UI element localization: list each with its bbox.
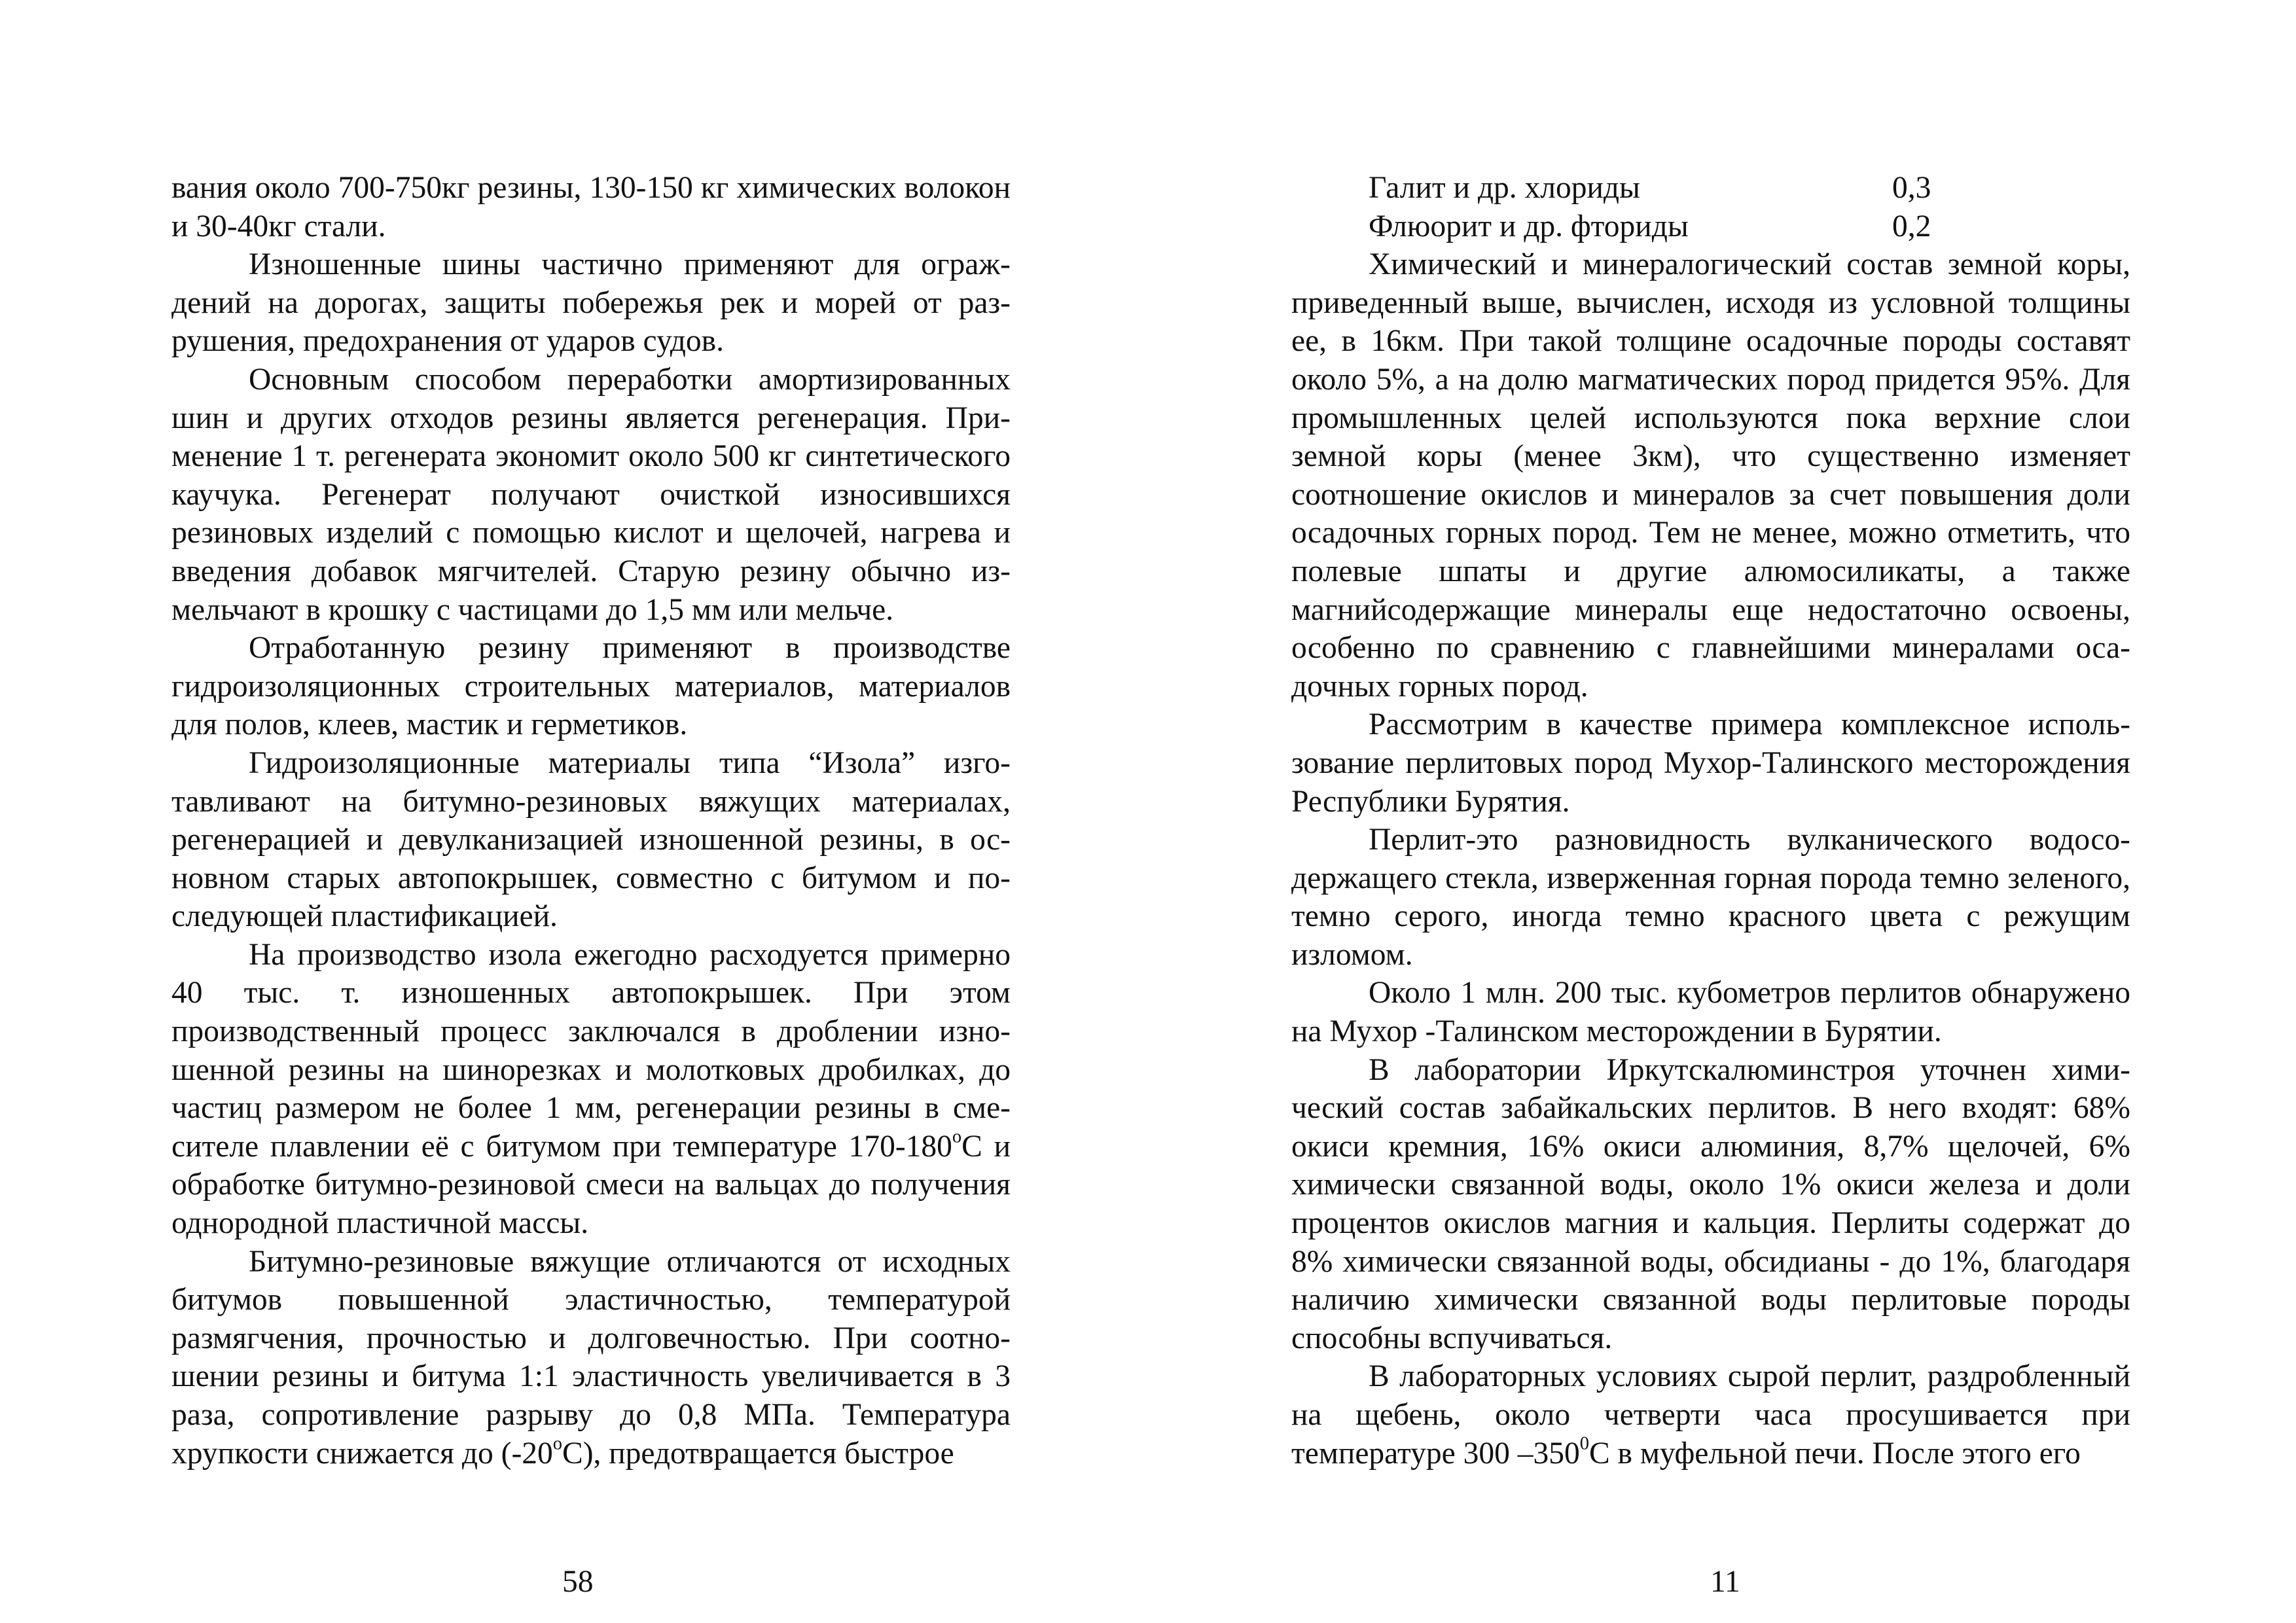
left-paragraph-5: Гидроизоляционные материалы типа “Изола” изготавливают на битумно-резиновых вяжущих материалах, регенерацией и девулканизацией изношенной резины, в основном старых автопокрышек, совместно с битумом и последующей пластификацией. [171, 745, 1011, 934]
left-paragraph-7-cont: С), предотвращается быстрое [562, 1436, 954, 1471]
mineral-name: Флюорит и др. фториды [1369, 209, 1689, 243]
mineral-name: Галит и др. хлориды [1369, 171, 1640, 205]
right-paragraph-6-text: В лабораторных условиях сырой перлит, раздробленный на щебень, около четверти часа просушивается при температуре 300 –350 [1291, 1359, 2130, 1471]
mineral-row [1291, 207, 2130, 246]
page-number-right: 11 [1710, 1565, 1740, 1599]
page-number-left: 58 [562, 1565, 594, 1599]
left-paragraph-7-text: Битумно-резиновые вяжущие отличаются от исходных битумов повышенной эластичностью, температурой размягчения, прочностью и долговечностью. При соотношении резины и битума 1:1 эластичность увеличивается в 3 раза, сопротивление разрыву до 0,8 МПа. Температура хрупкости снижается до (-20 [171, 1244, 1011, 1471]
left-paragraph-4: Отработанную резину применяют в производстве гидроизоляционных строительных материалов, материалов для полов, клеев, мастик и герметиков. [171, 631, 1011, 742]
mineral-value: 0,3 [1892, 171, 1931, 205]
degree-sup-2: o [552, 1433, 563, 1454]
left-paragraph-6 [171, 936, 1011, 1243]
left-paragraph-3: Основным способом переработки амортизированных шин и других отходов резины является регенерация. Применение 1 т. регенерата экономит около 500 кг синтетического каучука. Регенерат получают очисткой износившихся резиновых изделий с помощью кислот и щелочей, нагрева и введения добавок мягчителей. Старую резину обычно измельчают в крошку с частицами до 1,5 мм или мельче. [171, 362, 1011, 627]
right-paragraph-3: Перлит-это разновидность вулканического водосодержащего стекла, изверженная горная порода темно зеленого, темно серого, иногда темно красного цвета с режущим изломом. [1291, 823, 2130, 972]
degree-sup: o [952, 1126, 962, 1147]
right-paragraph-1: Химический и минералогический состав земной коры, приведенный выше, вычислен, исходя из условной толщины ее, в 16км. При такой толщине осадочные породы составят около 5%, а на долю магматических пород придется 95%. Для промышленных целей используются пока верхние слои земной коры (менее 3км), что существенно изменяет соотношение окислов и минералов за счет повышения доли осадочных горных пород. Тем не менее, можно отметить, что полевые шпаты и другие алюмосиликаты, а также магнийсодержащие минералы еще недостаточно освоены, особенно по сравнению с главнейшими минералами осадочных горных пород. [1291, 247, 2130, 704]
mineral-value: 0,2 [1892, 209, 1931, 243]
right-paragraph-6 [1291, 1357, 2130, 1472]
temp-unit: C [961, 1129, 982, 1164]
left-paragraph-1: вания около 700-750кг резины, 130-150 кг химических волокон и 30-40кг стали. [171, 171, 1011, 243]
right-page-body [1291, 169, 2130, 1472]
right-paragraph-5: В лаборатории Иркутскалюминстроя уточнен химический состав забайкальских перлитов. В него входят: 68% окиси кремния, 16% окиси алюминия, 8,7% щелочей, 6% химически связанной воды, около 1% окиси железа и доли процентов окислов магния и кальция. Перлиты содержат до 8% химически связанной воды, обсидианы - до 1%, благодаря наличию химически связанной воды перлитовые породы способны вспучиваться. [1291, 1052, 2130, 1355]
left-paragraph-6-text: На производство изола ежегодно расходуется примерно 40 тыс. т. изношенных автопокрышек. При этом производственный процесс заключался в дроблении изношенной резины на шинорезках и молотковых дробилках, до частиц размером не более 1 мм, регенерации резины в смесителе плавлении её с битумом при температуре 170-180 [171, 937, 1011, 1164]
left-paragraph-6-cont: и обработке битумно-резиновой смеси на вальцах до получения однородной пластичной массы. [171, 1129, 1011, 1241]
degree-sup-3: 0 [1579, 1433, 1589, 1454]
left-page-body [171, 169, 1011, 1472]
right-paragraph-4: Около 1 млн. 200 тыс. кубометров перлитов обнаружено на Мухор -Талинском месторождении в Бурятии. [1291, 976, 2130, 1049]
left-paragraph-2: Изношенные шины частично применяют для ограждений на дорогах, защиты побережья рек и морей от разрушения, предохранения от ударов судов. [171, 247, 1011, 359]
right-paragraph-6-cont: С в муфельной печи. После этого его [1588, 1436, 2081, 1471]
right-paragraph-2: Рассмотрим в качестве примера комплексное использование перлитовых пород Мухор-Талинского месторождения Республики Бурятия. [1291, 707, 2130, 819]
mineral-row [1291, 169, 2130, 207]
left-paragraph-7 [171, 1243, 1011, 1473]
